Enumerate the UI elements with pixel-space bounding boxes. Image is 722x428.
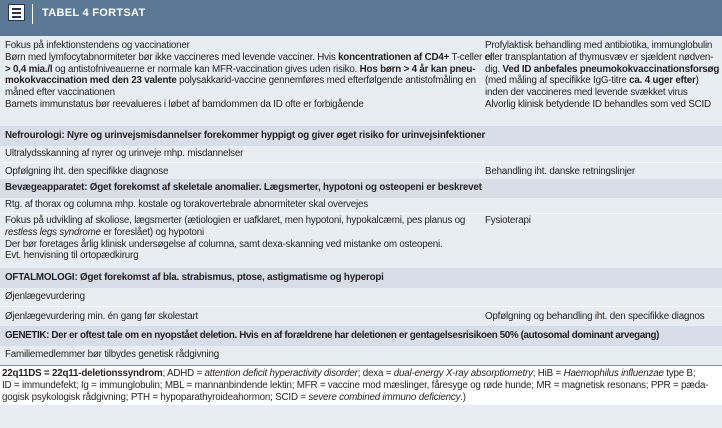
footnote-line-1: 22q11DS = 22q11-deletionssyndrom; ADHD = attention deficit hyperactivity disorder; dexa = dual-energy X-ray absorptiometry; HiB = Haemophilus influenzae type B; (2, 368, 696, 379)
nefro-row-1 (0, 146, 722, 162)
footnote (0, 365, 722, 406)
table-icon (8, 4, 25, 21)
genetik-heading: GENETIK: Der er oftest tale om en nyopstået deletion. Hvis en af forældrene har deletionen er gentagelsesrisikoen 50% (autosomal dominant arvegang) (5, 330, 660, 341)
beva-left-line: Evt. henvisning til ortopædkirurg (5, 250, 139, 262)
oftal-row-1 (0, 288, 722, 306)
nefro-row2-left: Opfølgning iht. den specifikke diagnose (5, 166, 169, 177)
immun-right-line: dig. Ved ID anbefales pneumokokvaccinationsforsøg (485, 63, 720, 75)
beva-row1-left: Rtg. af thorax og columna mhp. kostale og torakovertebrale abnormiteter skal overvejes (5, 199, 368, 210)
beva-heading: Bevægeapparatet: Øget forekomst af skeletale anomalier. Lægsmerter, hypotoni og osteopeni er beskrevet (5, 182, 482, 193)
immun-right-line: Profylaktisk behandling med antibiotika, immunglobulin (485, 40, 713, 51)
header-divider (32, 4, 33, 24)
beva-row2-right: Fysioterapi (485, 215, 531, 226)
immun-right-line: Alvorlig klinisk betydende ID behandles som ved SCID (485, 98, 711, 110)
genetik-heading-row (0, 326, 722, 346)
immun-left-line: Fokus på infektionstendens og vaccinationer (5, 40, 190, 51)
immun-right-line: inden der vaccineres med levende svækket virus (485, 87, 688, 99)
nefro-heading: Nefrourologi: Nyre og urinvejsmisdannelser forekommer hyppigt og giver øget risiko for urinvejsinfektioner (5, 130, 486, 141)
nefro-row-2 (0, 162, 722, 179)
immun-left-line: Barnets immunstatus bør reevalueres i løbet af barndommen da ID ofte er forbigående (5, 98, 364, 110)
beva-left-line: Der bør foretages årlig klinisk undersøgelse af columna, samt dexa-skanning ved mistanke om osteopeni. (5, 238, 443, 250)
rls-term: restless legs syndrome (5, 226, 101, 238)
nefro-row2-right: Behandling iht. danske retningslinjer (485, 166, 635, 177)
oftal-row2-left: Øjenlægevurdering min. én gang før skolestart (5, 311, 199, 322)
oftal-row1-left: Øjenlægevurdering (5, 291, 85, 302)
beva-row-1 (0, 198, 722, 213)
oftal-heading: OFTALMOLOGI: Øget forekomst af bla. strabismus, ptose, astigmatisme og hyperopi (5, 272, 384, 283)
immun-right-line: eller transplantation af thymusvæv er sjældent nødven- (485, 51, 714, 63)
immun-left-line: mokokvaccination med den 23 valente polysakkarid-vaccine gennemføres med efterfølgende antistofmåling en (5, 75, 476, 87)
table-header (0, 0, 722, 36)
rls-rest: er foreslået) og hypotoni (100, 226, 204, 238)
nefro-row1-left: Ultralydsskanning af nyrer og urinveje mhp. misdannelser (5, 148, 244, 159)
genetik-row-1 (0, 346, 722, 365)
footnote-line-3: gogisk psykologisk rådgivning; PTH = hypoparathyroideahormon; SCID = severe combined immuno deficiency.) (2, 392, 466, 403)
beva-left-line: Fokus på udvikling af skoliose, lægsmerter (ætiologien er uafklaret, men hypotoni, hypokalcæmi, pes planus og (5, 215, 466, 226)
oftal-row-2 (0, 306, 722, 326)
bottom-band (0, 405, 722, 428)
immun-right-cell (485, 40, 719, 111)
beva-left-line (5, 227, 475, 239)
beva-row-2 (0, 213, 722, 268)
oftal-heading-row (0, 268, 722, 288)
immun-left-line: måned efter vaccinationen (5, 87, 115, 99)
oftal-row2-right: Opfølgning og behandling iht. den specifikke diagnos (485, 311, 705, 322)
footnote-line-2: ID = immundefekt; Ig = immunglobulin; MBL = mannanbindende lektin; MFR = vaccine mod mæslinger, fåresyge og røde hunde; MR = magnetisk resonans; PPR = pæda- (2, 380, 709, 391)
immun-row (0, 36, 722, 126)
immun-right-line: (med måling af specifikke IgG-titre ca. 4 uger efter) (485, 75, 699, 87)
genetik-row1-left: Familiemedlemmer bør tilbydes genetisk rådgivning (5, 349, 219, 360)
table-title: TABEL 4 FORTSAT (42, 7, 146, 19)
beva-heading-row (0, 179, 722, 198)
nefro-heading-row (0, 126, 722, 146)
immun-left-line: > 0,4 mia./l og antistofniveauerne er normale kan MFR-vaccination gives uden risiko. Hos børn > 4 år kan pneu- (5, 63, 476, 75)
immun-left-line: Børn med lymfocytabnormiteter bør ikke vaccineres med levende vacciner. Hvis koncentrationen af CD4+ T-celler er (5, 51, 493, 63)
beva-row2-left (5, 215, 475, 262)
immun-left-cell (5, 40, 493, 111)
